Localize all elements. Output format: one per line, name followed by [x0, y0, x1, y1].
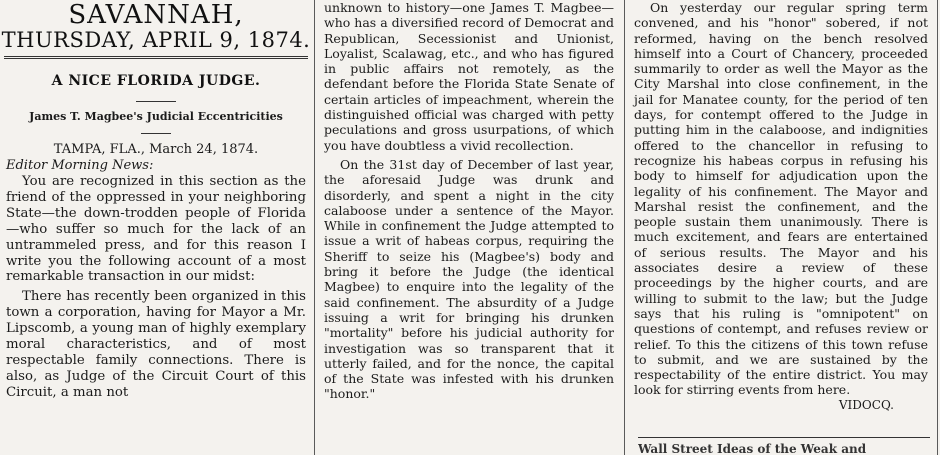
paragraph: There has recently been organized in this town a corporation, having for Mayor a Mr. Lipscomb, a young man of highly exemplary moral characteristics, and of most respectable family connections. There is also, as Judge of the Circuit Court of this Circuit, a man not [6, 289, 306, 400]
paragraph: On the 31st day of December of last year, the aforesaid Judge was drunk and disorderly, and spent a night in the city calaboose under a sentence of the Mayor. While in confinement the Judge attempted to issue a writ of habeas corpus, requiring the Sheriff to seize his (Magbee's) body and bring it before the Judge (the identical Magbee) to enquire into the legality of the said confinement. The absurdity of a Judge issuing a writ for bringing his drunken "mortality" before his judicial authority for investigation was so transparent that it utterly failed, and for the nonce, the capital of the State was infested with his drunken "honor." [324, 156, 614, 402]
divider [4, 56, 308, 59]
paragraph: unknown to history—one James T. Magbee—who has a diversified record of Democrat and Republican, Secessionist and Unionist, Loyalist, Scalawag, etc., and who has figured in public affairs not remotely, as the defendant before the Florida State Senate of certain articles of impeachment, wherein the distinguished official was charged with petty peculations and gross usurpations, of which you have doubtless a vivid recollection. [324, 0, 614, 153]
column-1 [0, 0, 312, 455]
article-headline: A NICE FLORIDA JUDGE. [51, 73, 261, 89]
column-rule [937, 0, 938, 455]
column-3 [628, 0, 934, 455]
dateline-place: TAMPA, FLA., March 24, 1874. [53, 142, 259, 157]
divider [136, 101, 176, 102]
column-rule [624, 0, 625, 455]
salutation: Editor Morning News: [6, 158, 154, 173]
signature: VIDOCQ. [838, 397, 894, 412]
paragraph: You are recognized in this section as the friend of the oppressed in your neighboring State—the down-trodden people of Florida—who suffer so much for the lack of an untrammeled press, and for this reason I write you the following account of a most remarkable transaction in our midst: [6, 174, 306, 285]
paragraph: On yesterday our regular spring term convened, and his "honor" sobered, if not reformed, having on the bench resolved himself into a Court of Chancery, proceeded summarily to order as well the Mayor as the City Marshal into close confinement, in the jail for Manatee county, for the period of ten days, for contempt offered to the Judge in putting him in the calaboose, and indignities offered to the chancellor in refusing to recognize his habeas corpus in refusing his body to himself for adjudication upon the legality of his confinement. The Mayor and Marshal resist the confinement, and the people sustain them unanimously. There is much excitement, and fears are entertained of serious results. The Mayor and his associates desire a review of these proceedings by the higher courts, and are willing to submit to the law; but the Judge says that his ruling is "omnipotent" on questions of contempt, and refuses review or relief. To this the citizens of this town refuse to submit, and we are sustained by the respectability of the entire district. You may look for stirring events from here. [634, 0, 928, 398]
column-rule [314, 0, 315, 455]
column-2 [318, 0, 620, 455]
article-subhead: James T. Magbee's Judicial Eccentricities [29, 110, 283, 123]
divider [141, 133, 171, 134]
next-article-headline: Wall Street Ideas of the Weak and [638, 437, 930, 455]
masthead-title: SAVANNAH, [68, 0, 244, 30]
masthead-date: THURSDAY, APRIL 9, 1874. [1, 28, 311, 52]
